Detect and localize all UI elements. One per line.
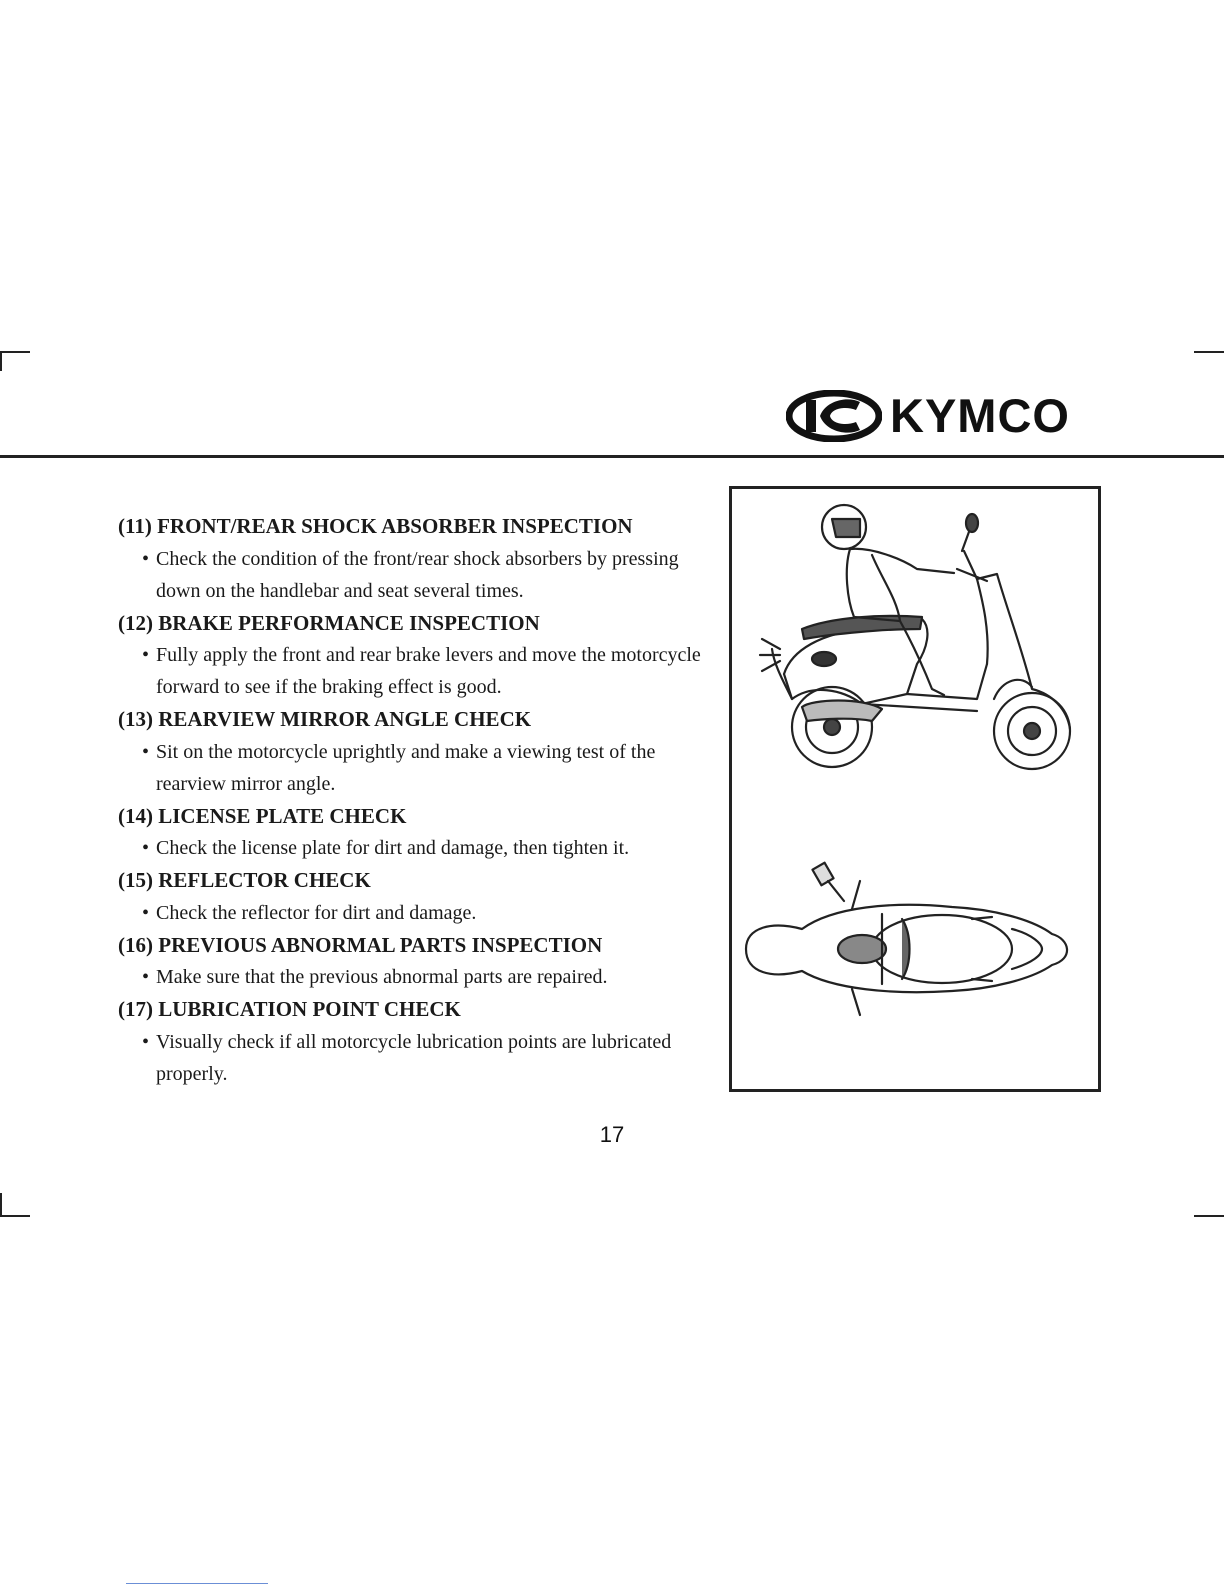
crop-mark-bottom-left-v [0, 1193, 2, 1217]
section-heading: (14) LICENSE PLATE CHECK [118, 803, 407, 828]
section-13 [118, 703, 708, 800]
inspection-list [118, 510, 708, 1090]
section-heading: (17) LUBRICATION POINT CHECK [118, 997, 461, 1021]
page-number: 17 [599, 1122, 625, 1147]
bullet-dot-icon: • [142, 644, 150, 666]
section-bullet: • Fully apply the front and rear brake levers and move the motorcycle forward to see if the braking effect is good. [118, 639, 708, 703]
section-15 [118, 864, 708, 929]
section-bullet: • Visually check if all motorcycle lubrication points are lubricated properly. [118, 1026, 708, 1090]
crop-mark-bottom-right [1194, 1215, 1224, 1217]
section-heading: (13) REARVIEW MIRROR ANGLE CHECK [118, 707, 532, 731]
bullet-dot-icon: • [142, 547, 150, 570]
section-bullet: • Check the condition of the front/rear shock absorbers by pressing down on the handlebar and seat several times. [118, 543, 708, 607]
crop-mark-top-right [1194, 351, 1224, 353]
section-heading: (11) FRONT/REAR SHOCK ABSORBER INSPECTION [118, 514, 633, 538]
section-11 [118, 510, 708, 607]
illustration-frame [729, 486, 1101, 1092]
section-12 [118, 607, 708, 704]
bullet-dot-icon: • [142, 837, 150, 859]
bullet-dot-icon: • [142, 1030, 150, 1053]
crop-mark-top-left-h [0, 351, 30, 353]
section-bullet: • Check the license plate for dirt and damage, then tighten it. [118, 832, 708, 864]
kymco-logo [786, 390, 1070, 442]
crop-mark-top-left-v [0, 351, 2, 371]
bullet-dot-icon: • [142, 966, 150, 988]
section-bullet: • Sit on the motorcycle uprightly and make a viewing test of the rearview mirror angle. [118, 736, 708, 800]
section-heading: (16) PREVIOUS ABNORMAL PARTS INSPECTION [118, 932, 603, 957]
bullet-dot-icon: • [142, 901, 150, 924]
section-bullet: • Check the reflector for dirt and damage. [118, 897, 708, 929]
section-bullet: • Make sure that the previous abnormal parts are repaired. [118, 961, 708, 993]
header-rule [0, 455, 1224, 458]
section-14 [118, 800, 708, 865]
bullet-dot-icon: • [142, 740, 150, 763]
brand-name: KYMCO [890, 389, 1070, 442]
kymco-k-emblem-icon [786, 390, 882, 442]
section-16 [118, 929, 708, 994]
section-heading: (15) REFLECTOR CHECK [118, 868, 371, 892]
scooter-top-view-icon [732, 489, 1098, 1089]
section-heading: (12) BRAKE PERFORMANCE INSPECTION [118, 610, 540, 635]
section-17 [118, 993, 708, 1090]
crop-mark-bottom-left-h [0, 1215, 30, 1217]
